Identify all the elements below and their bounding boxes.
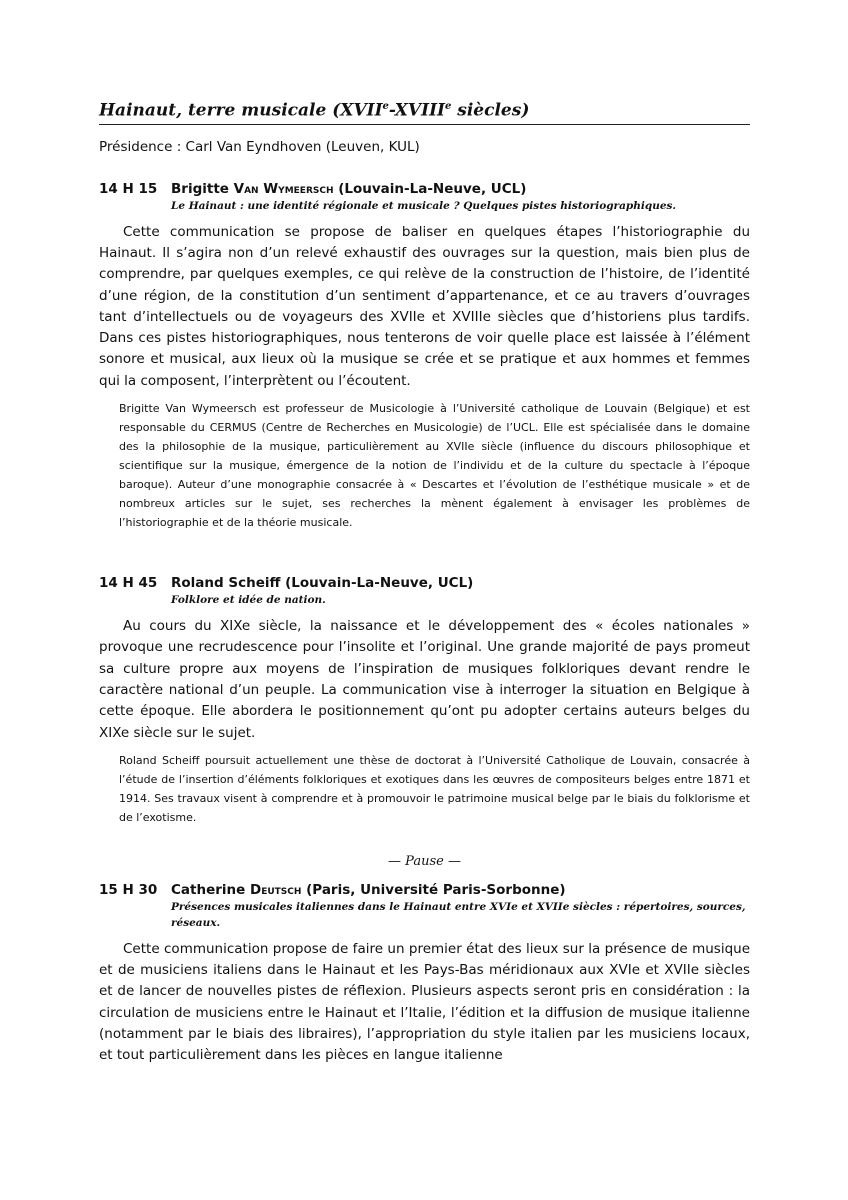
talk-subtitle: Présences musicales italiennes dans le Hainaut entre XVIe et XVIIe siècles : répertoires, sources, réseaux. [171, 900, 746, 929]
speaker-bio: Roland Scheiff poursuit actuellement une thèse de doctorat à l’Université Catholique de Louvain, consacrée à l’étude de l’insertion d’éléments folkloriques et exotiques dans les œuvres de compositeurs belges entre 1871 et 1914. Ses travaux visent à comprendre et à promouvoir le patrimoine musical belge par le biais du folklorisme et de l’exotisme. [119, 753, 750, 824]
talk-1 [99, 180, 750, 532]
talk-abstract: Cette communication propose de faire un premier état des lieux sur la présence de musique et de musiciens italiens dans le Hainaut et les Pays-Bas méridionaux aux XVIe et XVIIe siècles et de lancer de nouvelles pistes de réflexion. Plusieurs aspects seront pris en considération : la circulation de musiciens entre le Hainaut et l’Italie, l’édition et la diffusion de musique italienne (notamment par le biais des libraires), l’appropriation du style italien par les musiciens locaux, et tout particulièrement dans les pièces en langue italienne [99, 940, 750, 1064]
presidence: Présidence : Carl Van Eyndhoven (Leuven, KUL) [99, 138, 420, 155]
talk-abstract: Cette communication se propose de baliser en quelques étapes l’historiographie du Hainaut. Il s’agira non d’un relevé exhaustif des ouvrages sur la question, mais bien plus de comprendre, par quelques exemples, ce qui relève de la construction de l’histoire, de l’identité d’une région, de la constitution d’un sentiment d’appartenance, et ce au travers d’ouvrages tant d’intellectuels ou de voyageurs des XVIIe et XVIIIe siècles que d’historiens plus tardifs. Dans ces pistes historiographiques, nous tenterons de voir quelle place est laissée à l’élément sonore et musical, aux lieux où la musique se crée et se pratique et aux hommes et femmes qui la composent, l’interprètent ou l’écoutent. [99, 223, 750, 389]
talk-speaker: Brigitte Van Wymeersch (Louvain-La-Neuve, UCL) [171, 180, 527, 197]
speaker-bio: Brigitte Van Wymeersch est professeur de Musicologie à l’Université catholique de Louvain (Belgique) et est responsable du CERMUS (Centre de Recherches en Musicologie) de l’UCL. Elle est spécialisée dans le domaine des la philosophie de la musique, particulièrement au XVIIe siècle (influence du discours philosophique et scientifique sur la musique, émergence de la notion de l’individu et de la culture du spectacle à l’époque baroque). Auteur d’une monographie consacrée à « Descartes et l’évolution de l’esthétique musicale » et de nombreux articles sur le sujet, ses recherches la mènent également à envisager les problèmes de l’historiographie et de la théorie musicale. [119, 402, 750, 530]
talk-time: 14 H 15 [99, 180, 158, 197]
talk-time: 15 H 30 [99, 881, 158, 898]
talk-subtitle: Folklore et idée de nation. [171, 594, 326, 607]
talk-speaker: Catherine Deutsch (Paris, Université Paris-Sorbonne) [171, 881, 566, 898]
pause-label: — Pause — [388, 853, 461, 869]
talk-time: 14 H 45 [99, 575, 158, 592]
talk-3 [99, 881, 750, 1067]
program-page [99, 96, 750, 1067]
talk-abstract: Au cours du XIXe siècle, la naissance et le développement des « écoles nationales » provoque une recrudescence pour l’insolite et l’original. Une grande majorité de pays promeut sa culture propre aux moyens de l’inspiration de musiques folkloriques devant rendre le caractère national d’un peuple. La communication vise à interroger la situation en Belgique à cette époque. Elle abordera le positionnement qu’ont pu adopter certains auteurs belges du XIXe siècle sur le sujet. [99, 618, 750, 741]
section-title: Hainaut, terre musicale (XVIIe-XVIIIe siècles) [99, 96, 750, 125]
talk-subtitle: Le Hainaut : une identité régionale et musicale ? Quelques pistes historiographiques. [171, 199, 677, 212]
talk-2 [99, 574, 750, 827]
talk-speaker: Roland Scheiff (Louvain-La-Neuve, UCL) [171, 575, 474, 592]
